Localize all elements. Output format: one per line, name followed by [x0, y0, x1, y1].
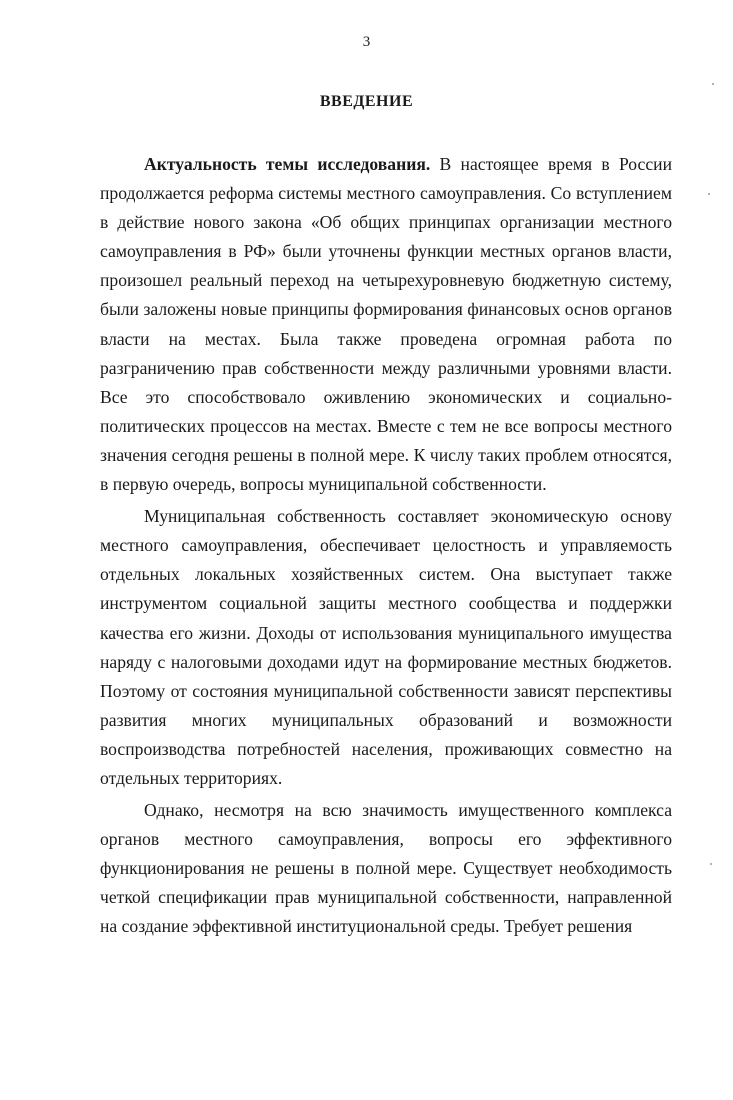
paragraph-municipal-property: Муниципальная собственность составляет экономическую основу местного самоуправления, обеспечивает целостность и управляемость отдельных локальных хозяйственных систем. Она выступает также инструментом социальной защиты местного сообщества и поддержки качества его жизни. Доходы от использования муниципального имущества наряду с налоговыми доходами идут на формирование местных бюджетов. Поэтому от состояния муниципальной собственности зависят перспективы развития многих муниципальных образований и возможности воспроизводства потребностей населения, проживающих совместно на отдельных территориях.	[100, 506, 672, 788]
paragraph-however: Однако, несмотря на всю значимость имущественного комплекса органов местного самоуправления, вопросы его эффективного функционирования не решены в полной мере. Существует необходимость четкой спецификации прав муниципальной собственности, направленной на создание эффективной институциональной среды. Требует решения	[100, 800, 672, 937]
scan-speck	[712, 83, 714, 85]
section-heading: ВВЕДЕНИЕ	[319, 93, 414, 110]
paragraph-text: В настоящее время в России продолжается реформа системы местного самоуправления. Со вступлением в действие нового закона «Об общих принципах организации местного самоуправления в РФ» были уточнены функции местных органов власти, произошел реальный переход на четырехуровневую бюджетную систему, были заложены новые принципы формирования финансовых основ органов власти на местах. Была также проведена огромная работа по разграничению прав собственности между различными уровнями власти. Все это способствовало оживлению экономических и социально-политических процессов на местах. Вместе с тем не все вопросы местного значения сегодня решены в полной мере. К числу таких проблем относятся, в первую очередь, вопросы муниципальной собственности.	[100, 154, 672, 495]
page-number: 3	[362, 34, 371, 50]
scan-speck	[710, 863, 712, 865]
paragraph-lead: Актуальность темы исследования.	[144, 154, 431, 174]
paragraph-relevance	[100, 150, 672, 499]
scan-speck	[708, 193, 710, 195]
body-text	[100, 150, 672, 942]
